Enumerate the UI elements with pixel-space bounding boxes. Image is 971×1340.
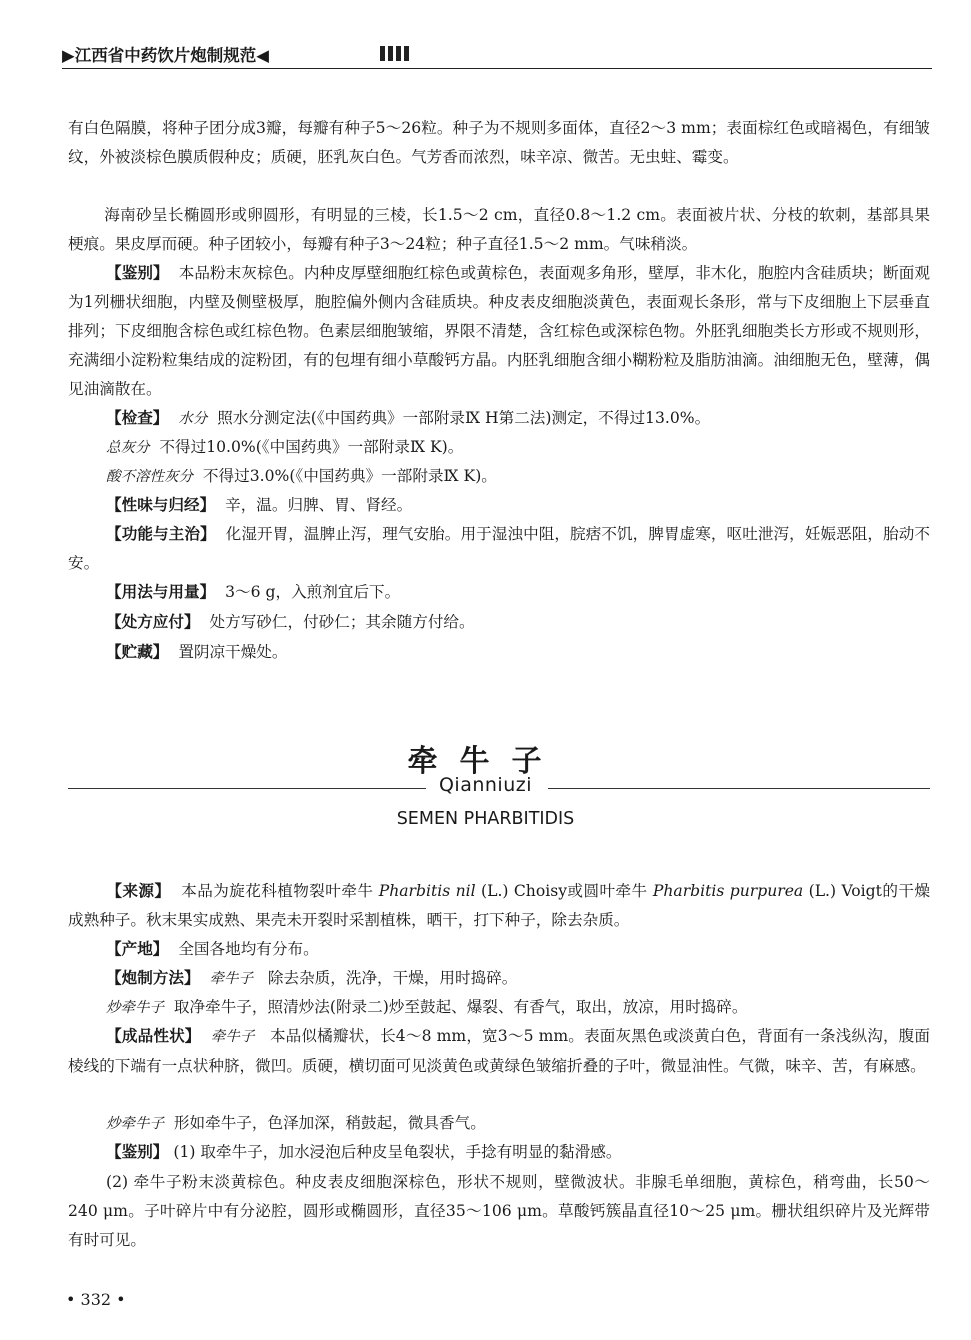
running-header: [62, 40, 932, 69]
section-laiyuan: 【来源】 本品为旋花科植物裂叶牵牛 Pharbitis nil (L.) Choisy或圆叶牵牛 Pharbitis purpurea (L.) Voigt的干燥成熟种子。秋末果实成熟、果壳未开裂时采割植株，晒干，打下种子，除去杂质。: [68, 882, 930, 929]
paragraph-jianbie2: (2) 牵牛子粉末淡黄棕色。种皮表皮细胞深棕色，形状不规则，壁微波状。非腺毛单细胞，黄棕色，稍弯曲，长50～240 μm。子叶碎片中有分泌腔，圆形或椭圆形，直径35～106 μm。草酸钙簇晶直径10～25 μm。栅状组织碎片及光辉带有时可见。: [68, 1173, 930, 1249]
section-jianbie-lower: 【鉴别】 (1) 取牵牛子，加水浸泡后种皮呈龟裂状，手捻有明显的黏滑感。: [106, 1143, 622, 1161]
section-xingwei: 【性味与归经】 辛，温。归脾、胃、肾经。: [106, 496, 413, 514]
section-chandi: 【产地】 全国各地均有分布。: [106, 940, 319, 958]
paragraph-hainan-sharen: 海南砂呈长椭圆形或卵圆形，有明显的三棱，长1.5～2 cm，直径0.8～1.2 cm。表面被片状、分枝的软刺，基部具果梗痕。果皮厚而硬。种子团较小，每瓣有种子3～24粒；种子直径1.5～2 mm。气味稍淡。: [68, 206, 930, 253]
line-zonghuifen: 总灰分 不得过10.0%(《中国药典》一部附录Ⅸ K)。: [106, 438, 464, 456]
section-xingzhuang: 【成品性状】 牵牛子 本品似橘瓣状，长4～8 mm，宽3～5 mm。表面灰黑色或淡黄白色，背面有一条浅纵沟，腹面棱线的下端有一点状种脐，微凹。质硬，横切面可见淡黄色或黄绿色皱缩折叠的子叶，微显油性。气微，味辛、苦，有麻感。: [68, 1027, 931, 1075]
section-chufang: 【处方应付】 处方写砂仁，付砂仁；其余随方付给。: [106, 613, 475, 631]
entry-title: 牵牛子: [407, 744, 564, 779]
header-bars-icon: [380, 46, 412, 62]
section-paozhi: 【炮制方法】 牵牛子 除去杂质，洗净，干燥，用时捣碎。: [106, 969, 518, 987]
section-yongfa: 【用法与用量】 3～6 g，入煎剂宜后下。: [106, 583, 401, 601]
section-jianbie-upper: 【鉴别】 本品粉末灰棕色。内种皮厚壁细胞红棕色或黄棕色，表面观多角形，壁厚，非木化，胞腔内含硅质块；断面观为1列栅状细胞，内壁及侧壁极厚，胞腔偏外侧内含硅质块。种皮表皮细胞淡黄色，表面观长条形，常与下皮细胞上下层垂直排列；下皮细胞含棕色或红棕色物。色素层细胞皱缩，界限不清楚，含红棕色或深棕色物。外胚乳细胞类长方形或不规则形，充满细小淀粉粒集结成的淀粉团，有的包埋有细小草酸钙方晶。内胚乳细胞含细小糊粉粒及脂肪油滴。油细胞无色，壁薄，偶见油滴散在。: [68, 264, 930, 398]
header-title: ▶江西省中药饮片炮制规范◀: [62, 46, 269, 65]
paragraph-seed-description: 有白色隔膜，将种子团分成3瓣，每瓣有种子5～26粒。种子为不规则多面体，直径2～3 mm；表面棕红色或暗褐色，有细皱纹，外被淡棕色膜质假种皮；质硬，胚乳灰白色。气芳香而浓烈，味辛凉、微苦。无虫蛀、霉变。: [68, 119, 930, 166]
section-tag: 【鉴别】: [106, 264, 169, 282]
line-chao2: 炒牵牛子 形如牵牛子，色泽加深，稍鼓起，微具香气。: [106, 1114, 486, 1132]
page-number: • 332 •: [66, 1290, 126, 1309]
section-gongneng: 【功能与主治】 化湿开胃，温脾止泻，理气安胎。用于湿浊中阻，脘痞不饥，脾胃虚寒，呕吐泄泻，妊娠恶阻，胎动不安。: [68, 525, 930, 572]
section-tag: 【检查】: [106, 409, 169, 427]
section-jiancha: 【检查】 水分 照水分测定法(《中国药典》一部附录Ⅸ H第二法)测定，不得过13.0%。: [106, 409, 711, 427]
line-chao: 炒牵牛子 取净牵牛子，照清炒法(附录二)炒至鼓起、爆裂、有香气，取出，放凉，用时捣碎。: [106, 998, 748, 1016]
section-zhucang: 【贮藏】 置阴凉干燥处。: [106, 643, 288, 661]
line-suanbu: 酸不溶性灰分 不得过3.0%(《中国药典》一部附录Ⅸ K)。: [106, 467, 497, 485]
entry-latin-name: SEMEN PHARBITIDIS: [396, 809, 575, 829]
entry-pinyin: Qianniuzi: [438, 774, 533, 796]
